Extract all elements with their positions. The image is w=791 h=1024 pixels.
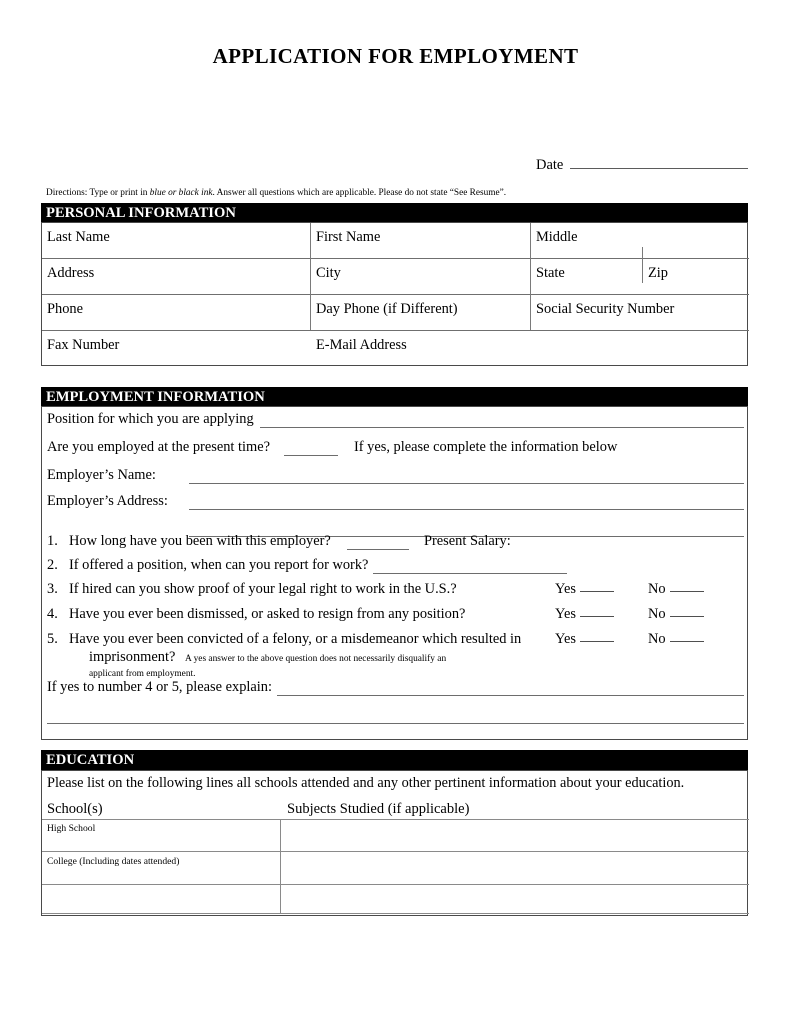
answer-no-3[interactable] xyxy=(648,581,704,598)
question-number-5: 5. xyxy=(47,631,58,647)
question-number-2: 2. xyxy=(47,557,58,573)
field-label-state: State xyxy=(536,265,565,281)
input-currently-employed[interactable] xyxy=(284,455,338,456)
answer-yes-3[interactable] xyxy=(555,581,614,598)
answer-no-rule-3[interactable] xyxy=(670,591,704,592)
answer-yes-4[interactable] xyxy=(555,606,614,623)
answer-no-label-5: No xyxy=(648,631,666,647)
table-divider xyxy=(530,258,531,294)
table-divider xyxy=(310,258,311,294)
table-divider xyxy=(310,223,311,258)
section-header-education: EDUCATION xyxy=(41,750,748,770)
answer-yes-label-3: Yes xyxy=(555,581,576,597)
label-if-yes-complete-below: If yes, please complete the information below xyxy=(354,439,618,455)
answer-yes-rule-5[interactable] xyxy=(580,641,614,642)
field-label-zip: Zip xyxy=(648,265,668,281)
directions-suffix: . Answer all questions which are applicable. Please do not state “See Resume”. xyxy=(212,188,507,198)
question-text-1: How long have you been with this employer? xyxy=(69,533,331,549)
education-column-subjects: Subjects Studied (if applicable) xyxy=(287,801,470,817)
label-employer-name: Employer’s Name: xyxy=(47,467,156,483)
education-table-rule xyxy=(42,884,749,885)
answer-no-4[interactable] xyxy=(648,606,704,623)
section-header-personal-information: PERSONAL INFORMATION xyxy=(41,203,748,223)
answer-yes-label-5: Yes xyxy=(555,631,576,647)
date-label: Date xyxy=(536,157,564,173)
table-rule xyxy=(42,330,749,331)
table-divider xyxy=(530,223,531,258)
education-table-rule xyxy=(42,819,749,820)
field-label-middle: Middle xyxy=(536,229,578,245)
question-5-fineprint-line2: applicant from employment. xyxy=(89,669,196,679)
question-number-4: 4. xyxy=(47,606,58,622)
label-explain-4-or-5: If yes to number 4 or 5, please explain: xyxy=(47,679,272,695)
field-label-first-name: First Name xyxy=(316,229,381,245)
question-number-3: 3. xyxy=(47,581,58,597)
answer-no-label-3: No xyxy=(648,581,666,597)
field-label-last-name: Last Name xyxy=(47,229,110,245)
question-text-5-line2: imprisonment? xyxy=(89,649,176,665)
answer-yes-rule-4[interactable] xyxy=(580,616,614,617)
field-label-city: City xyxy=(316,265,341,281)
answer-no-5[interactable] xyxy=(648,631,704,648)
education-table-rule xyxy=(42,913,749,914)
label-employer-address: Employer’s Address: xyxy=(47,493,168,509)
education-intro-text: Please list on the following lines all schools attended and any other pertinent information about your education. xyxy=(47,775,685,791)
education-table-divider xyxy=(280,819,281,914)
input-explain-line1[interactable] xyxy=(277,695,744,696)
education-row-label-college: College (Including dates attended) xyxy=(47,856,180,867)
input-position-applying[interactable] xyxy=(260,427,744,428)
table-divider xyxy=(310,294,311,330)
answer-yes-rule-3[interactable] xyxy=(580,591,614,592)
label-currently-employed: Are you employed at the present time? xyxy=(47,439,270,455)
field-label-fax-number: Fax Number xyxy=(47,337,120,353)
personal-information-table xyxy=(41,222,748,366)
question-number-1: 1. xyxy=(47,533,58,549)
answer-yes-5[interactable] xyxy=(555,631,614,648)
directions-emphasis: blue or black ink xyxy=(149,188,213,198)
field-label-day-phone: Day Phone (if Different) xyxy=(316,301,458,317)
directions-text xyxy=(46,188,506,198)
input-employer-name[interactable] xyxy=(189,483,744,484)
table-divider xyxy=(530,294,531,330)
question-text-5: Have you ever been convicted of a felony, or a misdemeanor which resulted in xyxy=(69,631,522,647)
table-rule xyxy=(42,294,749,295)
education-column-schools: School(s) xyxy=(47,801,103,817)
education-table-rule xyxy=(42,851,749,852)
education-box xyxy=(41,770,748,916)
field-label-address: Address xyxy=(47,265,95,281)
label-position-applying: Position for which you are applying xyxy=(47,411,254,427)
section-header-employment-information: EMPLOYMENT INFORMATION xyxy=(41,387,748,407)
date-input-rule[interactable] xyxy=(570,157,748,169)
field-label-phone: Phone xyxy=(47,301,83,317)
education-row-label-high-school: High School xyxy=(47,823,96,834)
page-title: APPLICATION FOR EMPLOYMENT xyxy=(212,44,579,68)
field-label-email-address: E-Mail Address xyxy=(316,337,407,353)
input-explain-line2[interactable] xyxy=(47,723,744,724)
question-text-2: If offered a position, when can you report for work? xyxy=(69,557,369,573)
directions-prefix: Directions: Type or print in xyxy=(46,188,150,198)
input-report-for-work-date[interactable] xyxy=(373,573,567,574)
answer-no-rule-4[interactable] xyxy=(670,616,704,617)
employment-information-box xyxy=(41,406,748,740)
date-field[interactable] xyxy=(536,157,748,174)
state-zip-divider xyxy=(642,247,643,283)
input-employer-address-line1[interactable] xyxy=(189,509,744,510)
question-5-fineprint-line1: A yes answer to the above question does not necessarily disqualify an xyxy=(185,654,447,664)
answer-yes-label-4: Yes xyxy=(555,606,576,622)
input-length-with-employer[interactable] xyxy=(347,549,409,550)
question-text-3: If hired can you show proof of your legal right to work in the U.S.? xyxy=(69,581,457,597)
field-label-ssn: Social Security Number xyxy=(536,301,675,317)
answer-no-rule-5[interactable] xyxy=(670,641,704,642)
answer-no-label-4: No xyxy=(648,606,666,622)
question-text-4: Have you ever been dismissed, or asked to resign from any position? xyxy=(69,606,466,622)
label-present-salary: Present Salary: xyxy=(424,533,511,549)
